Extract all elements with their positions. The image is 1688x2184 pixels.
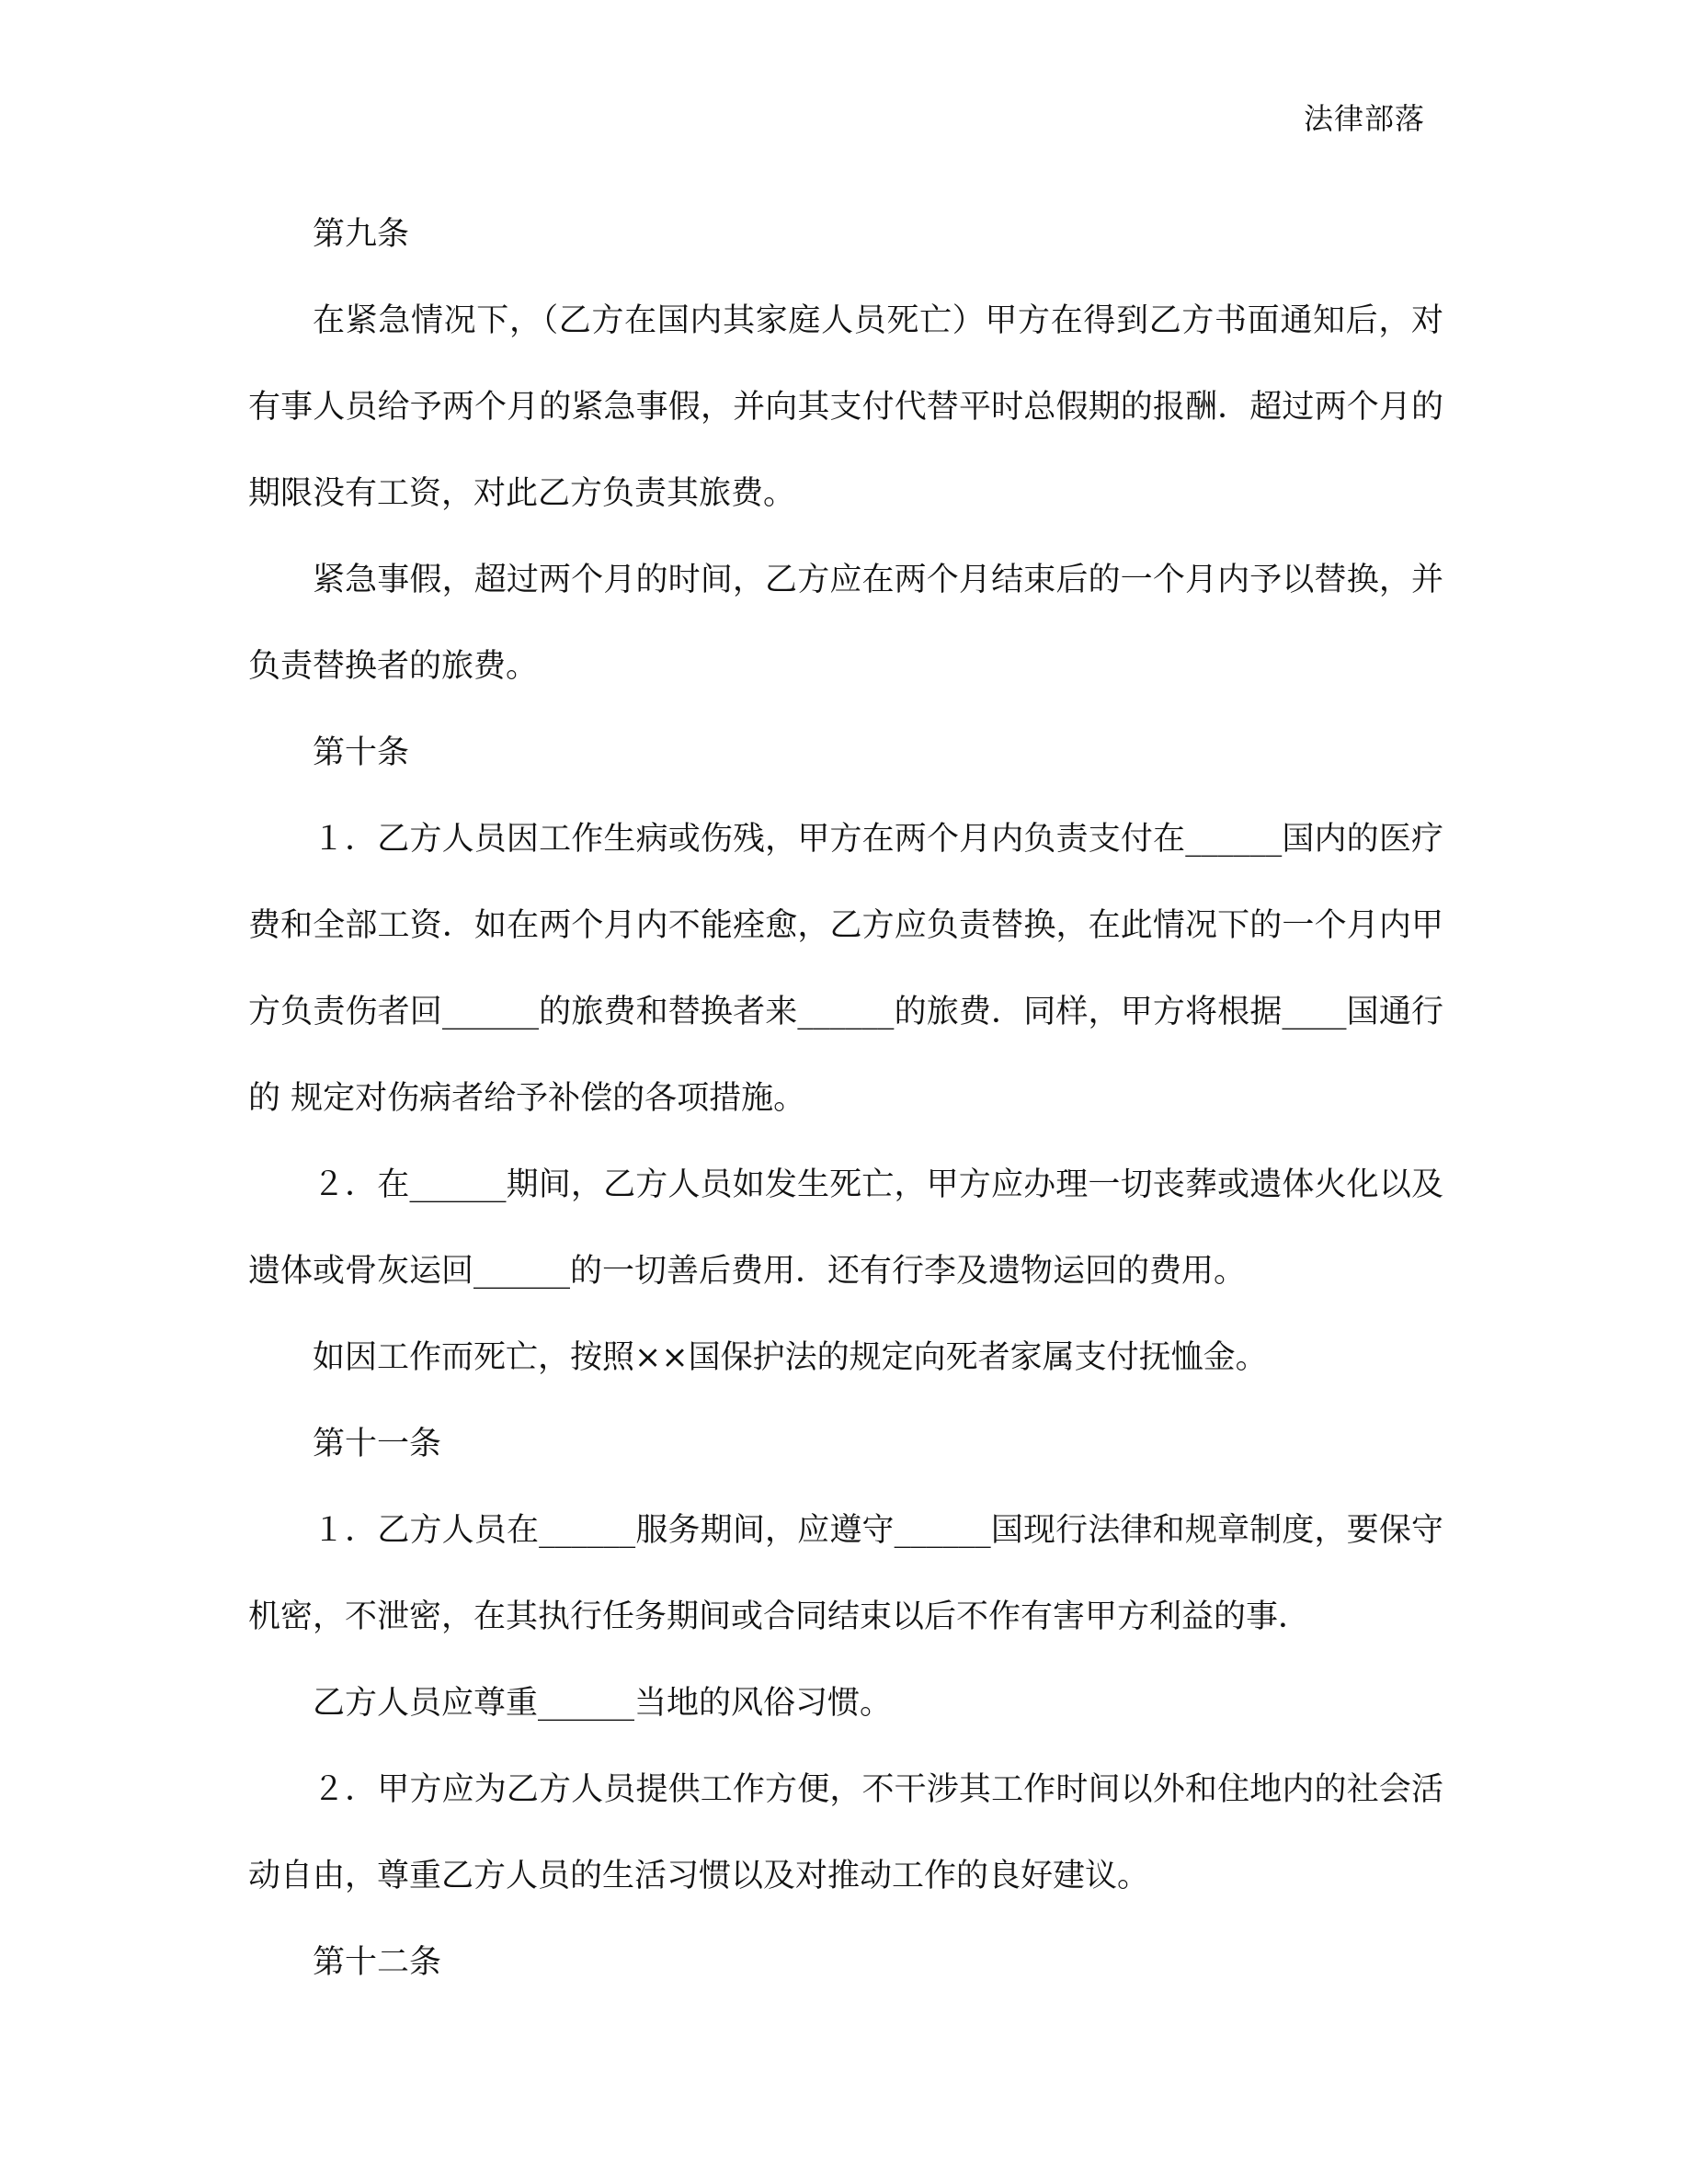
article-11-heading: 第十一条 (313, 1426, 442, 1462)
paragraph: 乙方人员应尊重______当地的风俗习惯。 (313, 1685, 893, 1722)
paragraph: １．乙方人员因工作生病或伤残，甲方在两个月内负责支付在______国内的医疗费和全部工资．如在两个月内不能痊愈，乙方应负责替换，在此情况下的一个月内甲方负责伤者回______的旅费和替换者来______的旅费．同样，甲方将根据____国通行的 规定对伤病者给予补偿的各项措施。 (248, 821, 1443, 1117)
paragraph: １．乙方人员在______服务期间，应遵守______国现行法律和规章制度，要保守机密，不泄密，在其执行任务期间或合同结束以后不作有害甲方利益的事． (248, 1512, 1443, 1635)
article-10-heading: 第十条 (313, 734, 410, 771)
paragraph: 在紧急情况下，（乙方在国内其家庭人员死亡）甲方在得到乙方书面通知后，对有事人员给予两个月的紧急事假，并向其支付代替平时总假期的报酬．超过两个月的期限没有工资，对此乙方负责其旅费。 (248, 302, 1443, 512)
page-header: 法律部落 (1303, 101, 1425, 136)
article-12-heading: 第十二条 (313, 1944, 442, 1981)
article-9-heading: 第九条 (313, 216, 410, 253)
document-body (248, 191, 1443, 2006)
paragraph: ２．在______期间，乙方人员如发生死亡，甲方应办理一切丧葬或遗体火化以及遗体或骨灰运回______的一切善后费用．还有行李及遗物运回的费用。 (248, 1166, 1443, 1290)
paragraph: 如因工作而死亡，按照××国保护法的规定向死者家属支付抚恤金。 (313, 1339, 1268, 1376)
paragraph: 紧急事假，超过两个月的时间，乙方应在两个月结束后的一个月内予以替换，并负责替换者的旅费。 (248, 562, 1443, 685)
paragraph: ２．甲方应为乙方人员提供工作方便，不干涉其工作时间以外和住地内的社会活动自由，尊重乙方人员的生活习惯以及对推动工作的良好建议。 (248, 1771, 1443, 1894)
